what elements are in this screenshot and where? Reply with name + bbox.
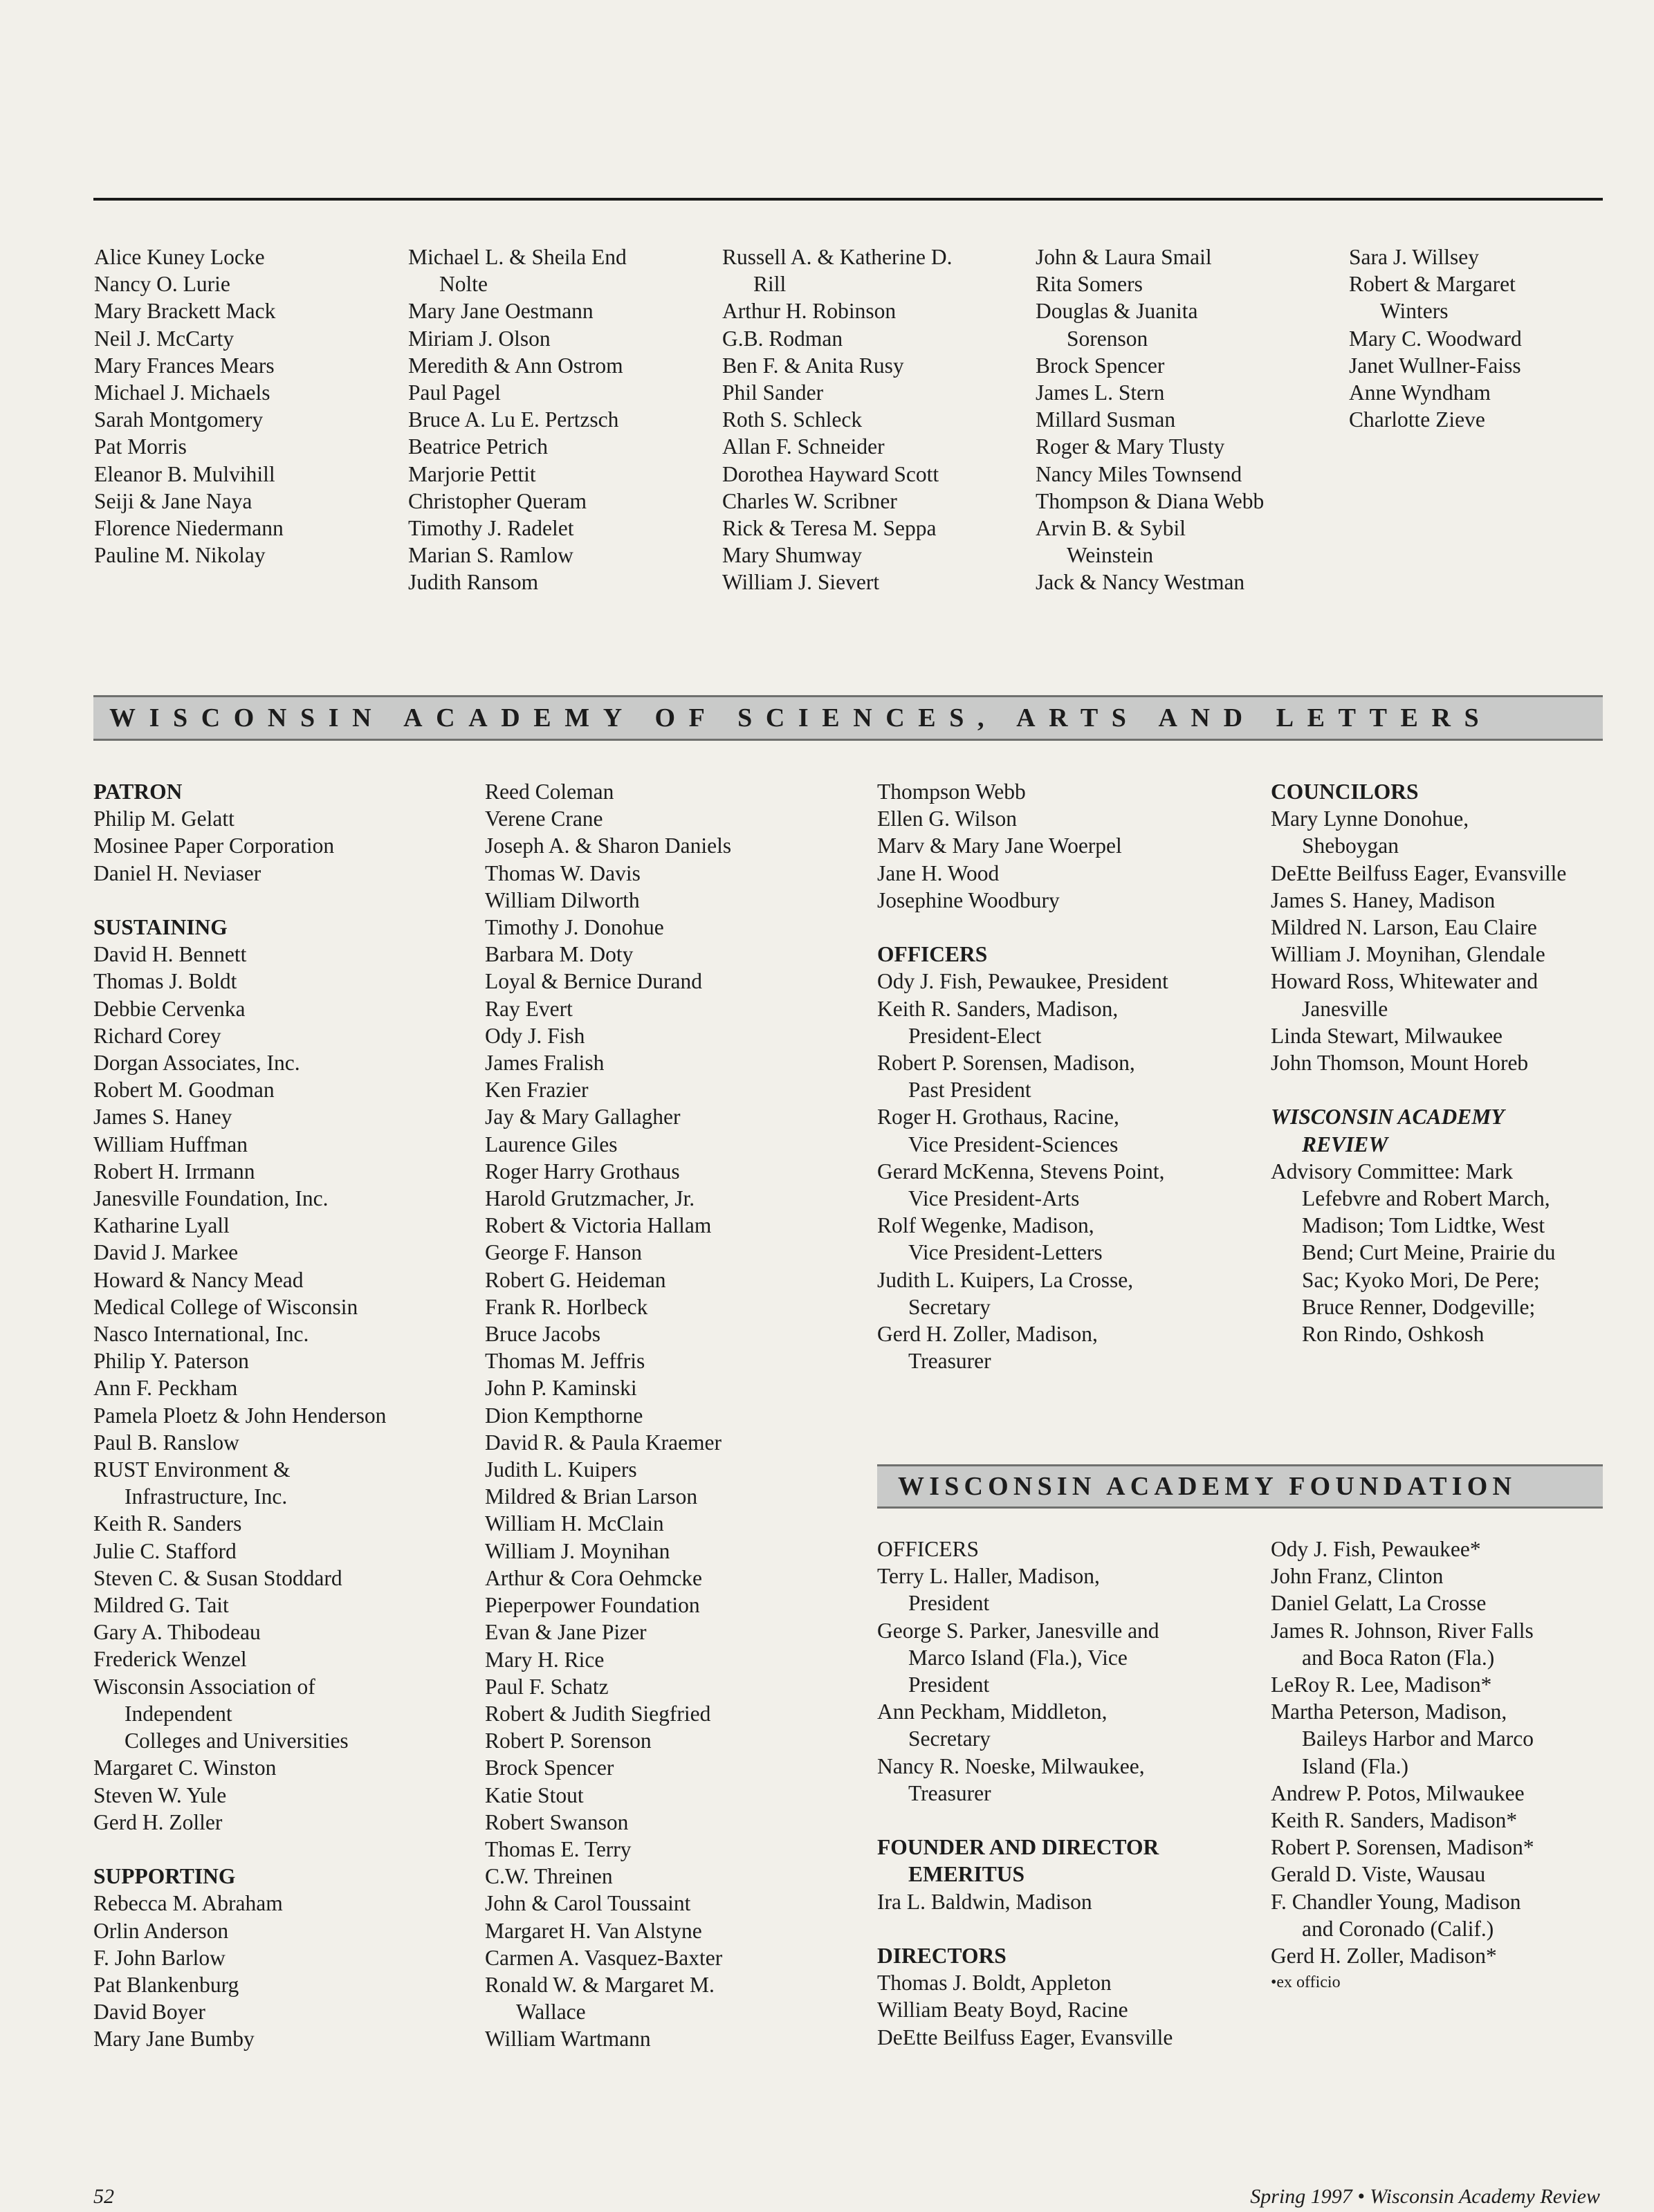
list-item: Vice President-Sciences	[908, 1132, 1119, 1156]
list-item: Marv & Mary Jane Woerpel	[877, 833, 1122, 858]
list-item: Gerd H. Zoller, Madison,	[877, 1322, 1098, 1347]
list-item: Timothy J. Radelet	[408, 516, 574, 541]
list-item: Ben F. & Anita Rusy	[722, 353, 904, 378]
list-item: Infrastructure, Inc.	[125, 1484, 288, 1509]
list-item: Margaret H. Van Alstyne	[485, 1918, 702, 1943]
list-item: Gerd H. Zoller, Madison*	[1271, 1944, 1497, 1969]
section-heading: PATRON	[93, 780, 183, 804]
section-heading: SUSTAINING	[93, 915, 228, 939]
list-item: Medical College of Wisconsin	[93, 1294, 358, 1319]
list-item: Philip Y. Paterson	[93, 1349, 249, 1374]
list-item: Mary Jane Oestmann	[408, 299, 594, 324]
list-item: President	[908, 1672, 990, 1697]
foundation-column-1	[877, 1536, 1173, 2051]
academy-column-4	[1271, 778, 1566, 1347]
list-item: John & Laura Smail	[1036, 245, 1212, 269]
list-item: Pat Blankenburg	[93, 1972, 239, 1997]
list-item: Jane H. Wood	[877, 860, 1000, 885]
list-item: Robert P. Sorensen, Madison,	[877, 1051, 1135, 1076]
list-item: Mary Brackett Mack	[94, 299, 276, 324]
list-item: F. Chandler Young, Madison	[1271, 1889, 1521, 1914]
list-item: Thomas J. Boldt	[93, 969, 237, 994]
list-item: OFFICERS	[877, 1537, 980, 1561]
list-item: Judith Ransom	[408, 570, 539, 595]
list-item: Mildred & Brian Larson	[485, 1484, 698, 1509]
list-item: Colleges and Universities	[125, 1729, 349, 1753]
list-item: Joseph A. & Sharon Daniels	[485, 833, 732, 858]
list-item: Richard Corey	[93, 1023, 221, 1048]
list-item: David H. Bennett	[93, 942, 247, 967]
spacer	[877, 914, 1168, 941]
list-item: Mary H. Rice	[485, 1647, 605, 1672]
list-item: Janesville	[1302, 996, 1388, 1021]
list-item: Bruce A. Lu E. Pertzsch	[408, 407, 619, 432]
list-item: Douglas & Juanita	[1036, 299, 1198, 324]
section-heading: SUPPORTING	[93, 1864, 236, 1889]
donor-column-1	[94, 243, 284, 569]
list-item: James S. Haney, Madison	[1271, 887, 1496, 912]
list-item: Katharine Lyall	[93, 1213, 230, 1238]
list-item: Gary A. Thibodeau	[93, 1620, 261, 1645]
list-item: President	[908, 1591, 990, 1616]
list-item: Marjorie Pettit	[408, 461, 536, 486]
donor-column-4	[1036, 243, 1264, 596]
academy-section-banner: WISCONSIN ACADEMY OF SCIENCES, ARTS AND LETTERS	[93, 695, 1603, 741]
list-item: William Beaty Boyd, Racine	[877, 1998, 1128, 2022]
list-item: William J. Moynihan, Glendale	[1271, 942, 1545, 967]
list-item: Wallace	[516, 2000, 586, 2025]
list-item: Ann Peckham, Middleton,	[877, 1699, 1108, 1724]
list-item: Christopher Queram	[408, 488, 587, 513]
list-item: Nancy Miles Townsend	[1036, 461, 1242, 486]
donor-column-5	[1349, 243, 1522, 433]
list-item: Keith R. Sanders	[93, 1511, 242, 1536]
list-item: William Dilworth	[485, 887, 640, 912]
spacer	[877, 1915, 1173, 1942]
list-item: Robert G. Heideman	[485, 1267, 666, 1292]
list-item: Orlin Anderson	[93, 1918, 229, 1943]
list-item: Reed Coleman	[485, 780, 614, 804]
list-item: Bend; Curt Meine, Prairie du	[1302, 1240, 1556, 1265]
list-item: Verene Crane	[485, 807, 603, 831]
list-item: Gerd H. Zoller	[93, 1809, 223, 1834]
list-item: Winters	[1380, 299, 1449, 324]
list-item: Julie C. Stafford	[93, 1538, 237, 1563]
list-item: Ann F. Peckham	[93, 1376, 238, 1401]
list-item: Loyal & Bernice Durand	[485, 969, 703, 994]
list-item: William J. Sievert	[722, 570, 880, 595]
list-item: Robert P. Sorenson	[485, 1729, 652, 1753]
section-heading: EMERITUS	[908, 1862, 1025, 1887]
list-item: Marian S. Ramlow	[408, 543, 573, 568]
list-item: Sara J. Willsey	[1349, 245, 1480, 269]
list-item: Thompson Webb	[877, 780, 1026, 804]
list-item: Robert & Victoria Hallam	[485, 1213, 712, 1238]
section-heading: REVIEW	[1302, 1132, 1388, 1156]
list-item: Ody J. Fish, Pewaukee*	[1271, 1537, 1481, 1561]
list-item: Robert Swanson	[485, 1809, 629, 1834]
list-item: President-Elect	[908, 1023, 1042, 1048]
list-item: Janet Wullner-Faiss	[1349, 353, 1521, 378]
list-item: Nolte	[439, 272, 488, 297]
list-item: Rill	[753, 272, 787, 297]
list-item: William Wartmann	[485, 2027, 651, 2052]
list-item: Howard & Nancy Mead	[93, 1267, 304, 1292]
list-item: Margaret C. Winston	[93, 1755, 277, 1780]
list-item: Ody J. Fish, Pewaukee, President	[877, 969, 1168, 994]
list-item: Nancy O. Lurie	[94, 272, 230, 297]
list-item: Neil J. McCarty	[94, 326, 235, 351]
list-item: Josephine Woodbury	[877, 887, 1060, 912]
list-item: Island (Fla.)	[1302, 1753, 1408, 1778]
list-item: Anne Wyndham	[1349, 380, 1491, 405]
list-item: Debbie Cervenka	[93, 996, 246, 1021]
list-item: •ex officio	[1271, 1973, 1341, 1992]
section-heading: COUNCILORS	[1271, 780, 1419, 804]
list-item: Rebecca M. Abraham	[93, 1891, 283, 1916]
list-item: Brock Spencer	[485, 1755, 614, 1780]
list-item: Thomas M. Jeffris	[485, 1349, 645, 1374]
list-item: Sac; Kyoko Mori, De Pere;	[1302, 1267, 1540, 1292]
list-item: Philip M. Gelatt	[93, 807, 235, 831]
list-item: Judith L. Kuipers, La Crosse,	[877, 1267, 1134, 1292]
list-item: Steven W. Yule	[93, 1782, 227, 1807]
list-item: James R. Johnson, River Falls	[1271, 1618, 1534, 1643]
list-item: C.W. Threinen	[485, 1864, 613, 1889]
list-item: Russell A. & Katherine D.	[722, 245, 953, 269]
academy-column-1	[93, 778, 386, 2053]
list-item: Beatrice Petrich	[408, 434, 549, 459]
list-item: Ira L. Baldwin, Madison	[877, 1889, 1092, 1914]
foundation-section-banner: WISCONSIN ACADEMY FOUNDATION	[877, 1464, 1603, 1509]
list-item: James S. Haney	[93, 1105, 232, 1130]
list-item: Daniel H. Neviaser	[93, 860, 261, 885]
list-item: John & Carol Toussaint	[485, 1891, 691, 1916]
list-item: Harold Grutzmacher, Jr.	[485, 1186, 695, 1211]
list-item: Robert H. Irrmann	[93, 1159, 255, 1183]
list-item: Weinstein	[1067, 543, 1154, 568]
section-heading: FOUNDER AND DIRECTOR	[877, 1835, 1159, 1860]
list-item: Frank R. Horlbeck	[485, 1294, 648, 1319]
list-item: Miriam J. Olson	[408, 326, 551, 351]
list-item: Alice Kuney Locke	[94, 245, 265, 269]
list-item: Robert P. Sorensen, Madison*	[1271, 1835, 1534, 1860]
list-item: Roth S. Schleck	[722, 407, 863, 432]
list-item: Linda Stewart, Milwaukee	[1271, 1023, 1503, 1048]
list-item: David J. Markee	[93, 1240, 239, 1265]
list-item: Laurence Giles	[485, 1132, 618, 1156]
list-item: James L. Stern	[1036, 380, 1165, 405]
section-heading: DIRECTORS	[877, 1944, 1007, 1969]
list-item: Vice President-Arts	[908, 1186, 1080, 1211]
list-item: Rolf Wegenke, Madison,	[877, 1213, 1094, 1238]
list-item: William J. Moynihan	[485, 1538, 670, 1563]
list-item: Ody J. Fish	[485, 1023, 585, 1048]
list-item: Eleanor B. Mulvihill	[94, 461, 275, 486]
top-rule	[93, 198, 1603, 201]
spacer	[93, 1836, 386, 1863]
donor-column-3	[722, 243, 952, 596]
list-item: Pamela Ploetz & John Henderson	[93, 1403, 387, 1428]
list-item: Paul Pagel	[408, 380, 501, 405]
list-item: Mary Shumway	[722, 543, 863, 568]
list-item: Secretary	[908, 1726, 991, 1751]
list-item: Robert M. Goodman	[93, 1078, 275, 1103]
list-item: Mildred G. Tait	[93, 1593, 229, 1618]
list-item: Ellen G. Wilson	[877, 807, 1018, 831]
list-item: Andrew P. Potos, Milwaukee	[1271, 1780, 1525, 1805]
list-item: Keith R. Sanders, Madison*	[1271, 1808, 1518, 1833]
list-item: George F. Hanson	[485, 1240, 642, 1265]
list-item: Bruce Jacobs	[485, 1322, 601, 1347]
list-item: Sorenson	[1067, 326, 1148, 351]
list-item: Daniel Gelatt, La Crosse	[1271, 1591, 1487, 1616]
list-item: Steven C. & Susan Stoddard	[93, 1565, 342, 1590]
list-item: Meredith & Ann Ostrom	[408, 353, 623, 378]
list-item: Paul F. Schatz	[485, 1674, 609, 1699]
list-item: Jack & Nancy Westman	[1036, 570, 1245, 595]
list-item: James Fralish	[485, 1051, 605, 1076]
list-item: Terry L. Haller, Madison,	[877, 1564, 1100, 1589]
list-item: Vice President-Letters	[908, 1240, 1103, 1265]
list-item: Ray Evert	[485, 996, 573, 1021]
list-item: Dorgan Associates, Inc.	[93, 1051, 300, 1076]
list-item: Secretary	[908, 1294, 991, 1319]
list-item: Lefebvre and Robert March,	[1302, 1186, 1550, 1211]
list-item: Charlotte Zieve	[1349, 407, 1485, 432]
list-item: Keith R. Sanders, Madison,	[877, 996, 1119, 1021]
list-item: Thomas W. Davis	[485, 860, 641, 885]
list-item: LeRoy R. Lee, Madison*	[1271, 1672, 1492, 1697]
list-item: Jay & Mary Gallagher	[485, 1105, 681, 1130]
list-item: Sheboygan	[1302, 833, 1399, 858]
list-item: Rita Somers	[1036, 272, 1143, 297]
list-item: Pat Morris	[94, 434, 187, 459]
list-item: Evan & Jane Pizer	[485, 1620, 647, 1645]
list-item: Barbara M. Doty	[485, 942, 634, 967]
list-item: Mosinee Paper Corporation	[93, 833, 335, 858]
list-item: Bruce Renner, Dodgeville;	[1302, 1294, 1536, 1319]
list-item: Martha Peterson, Madison,	[1271, 1699, 1507, 1724]
list-item: William H. McClain	[485, 1511, 664, 1536]
list-item: Pieperpower Foundation	[485, 1593, 700, 1618]
list-item: Dion Kempthorne	[485, 1403, 643, 1428]
list-item: Howard Ross, Whitewater and	[1271, 969, 1538, 994]
list-item: Past President	[908, 1078, 1031, 1103]
list-item: Mary Jane Bumby	[93, 2027, 255, 2052]
list-item: Ken Frazier	[485, 1078, 589, 1103]
list-item: John Franz, Clinton	[1271, 1564, 1444, 1589]
section-heading: WISCONSIN ACADEMY	[1271, 1105, 1505, 1130]
list-item: Roger H. Grothaus, Racine,	[877, 1105, 1119, 1130]
list-item: Roger & Mary Tlusty	[1036, 434, 1225, 459]
list-item: Thomas E. Terry	[485, 1836, 632, 1861]
list-item: Roger Harry Grothaus	[485, 1159, 680, 1183]
list-item: Madison; Tom Lidtke, West	[1302, 1213, 1545, 1238]
list-item: DeEtte Beilfuss Eager, Evansville	[877, 2025, 1173, 2049]
list-item: Ronald W. & Margaret M.	[485, 1972, 715, 1997]
list-item: Independent	[125, 1701, 232, 1726]
spacer	[877, 1807, 1173, 1834]
list-item: David R. & Paula Kraemer	[485, 1430, 722, 1455]
list-item: Judith L. Kuipers	[485, 1457, 637, 1482]
list-item: and Coronado (Calif.)	[1302, 1916, 1494, 1941]
donor-column-2	[408, 243, 627, 596]
list-item: Gerald D. Viste, Wausau	[1271, 1862, 1486, 1887]
academy-column-2	[485, 778, 731, 2053]
list-item: Gerard McKenna, Stevens Point,	[877, 1159, 1165, 1183]
list-item: Wisconsin Association of	[93, 1674, 315, 1699]
list-item: William Huffman	[93, 1132, 248, 1156]
spacer	[93, 887, 386, 914]
issue-footer: Spring 1997 • Wisconsin Academy Review	[1250, 2185, 1600, 2208]
list-item: Nancy R. Noeske, Milwaukee,	[877, 1753, 1145, 1778]
list-item: F. John Barlow	[93, 1945, 226, 1970]
list-item: Arthur & Cora Oehmcke	[485, 1565, 703, 1590]
list-item: Katie Stout	[485, 1782, 584, 1807]
list-item: Charles W. Scribner	[722, 488, 897, 513]
list-item: Carmen A. Vasquez-Baxter	[485, 1945, 723, 1970]
list-item: DeEtte Beilfuss Eager, Evansville	[1271, 860, 1567, 885]
list-item: Millard Susman	[1036, 407, 1176, 432]
list-item: and Boca Raton (Fla.)	[1302, 1645, 1495, 1670]
list-item: Ron Rindo, Oshkosh	[1302, 1322, 1485, 1347]
list-item: Dorothea Hayward Scott	[722, 461, 939, 486]
list-item: Janesville Foundation, Inc.	[93, 1186, 329, 1211]
list-item: David Boyer	[93, 2000, 205, 2025]
list-item: Mildred N. Larson, Eau Claire	[1271, 915, 1537, 940]
spacer	[1271, 1076, 1566, 1103]
list-item: Thompson & Diana Webb	[1036, 488, 1265, 513]
list-item: Rick & Teresa M. Seppa	[722, 516, 937, 541]
list-item: Phil Sander	[722, 380, 824, 405]
list-item: Treasurer	[908, 1349, 991, 1374]
list-item: Sarah Montgomery	[94, 407, 264, 432]
list-item: Seiji & Jane Naya	[94, 488, 252, 513]
list-item: Robert & Judith Siegfried	[485, 1701, 711, 1726]
list-item: Thomas J. Boldt, Appleton	[877, 1971, 1112, 1996]
section-heading: OFFICERS	[877, 942, 988, 967]
list-item: Brock Spencer	[1036, 353, 1165, 378]
list-item: Timothy J. Donohue	[485, 915, 664, 940]
list-item: Marco Island (Fla.), Vice	[908, 1645, 1128, 1670]
list-item: John P. Kaminski	[485, 1376, 637, 1401]
list-item: Michael L. & Sheila End	[408, 245, 627, 269]
list-item: Frederick Wenzel	[93, 1647, 247, 1672]
list-item: Nasco International, Inc.	[93, 1322, 309, 1347]
list-item: Pauline M. Nikolay	[94, 543, 266, 568]
list-item: Treasurer	[908, 1780, 991, 1805]
foundation-column-2	[1271, 1536, 1534, 1996]
list-item: Mary Frances Mears	[94, 353, 275, 378]
list-item: Arvin B. & Sybil	[1036, 516, 1186, 541]
list-item: Michael J. Michaels	[94, 380, 270, 405]
academy-column-3	[877, 778, 1168, 1374]
page-number: 52	[93, 2185, 114, 2208]
list-item: John Thomson, Mount Horeb	[1271, 1051, 1529, 1076]
list-item: Baileys Harbor and Marco	[1302, 1726, 1534, 1751]
list-item: RUST Environment &	[93, 1457, 291, 1482]
list-item: Florence Niedermann	[94, 516, 284, 541]
list-item: G.B. Rodman	[722, 326, 843, 351]
list-item: Allan F. Schneider	[722, 434, 885, 459]
list-item: Robert & Margaret	[1349, 272, 1516, 297]
list-item: Paul B. Ranslow	[93, 1430, 239, 1455]
list-item: George S. Parker, Janesville and	[877, 1618, 1159, 1643]
list-item: Advisory Committee: Mark	[1271, 1159, 1513, 1183]
list-item: Mary Lynne Donohue,	[1271, 807, 1469, 831]
list-item: Mary C. Woodward	[1349, 326, 1522, 351]
list-item: Arthur H. Robinson	[722, 299, 897, 324]
